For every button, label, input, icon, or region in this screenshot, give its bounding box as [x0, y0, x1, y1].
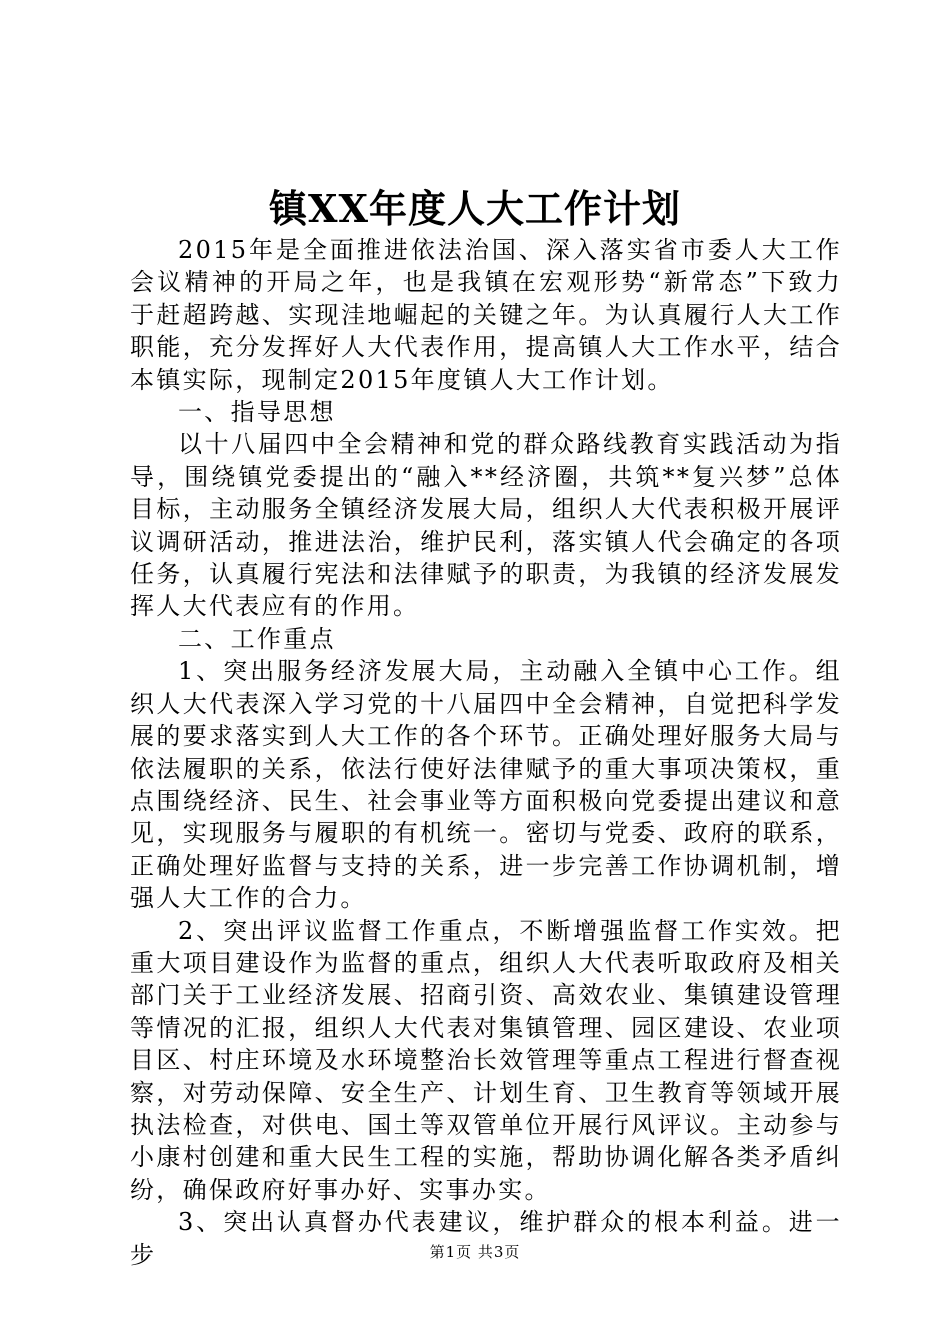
work-focus-item-3: 3、突出认真督办代表建议，维护群众的根本利益。进一步 — [130, 1208, 842, 1269]
intro-paragraph: 2015年是全面推进依法治国、深入落实省市委人大工作会议精神的开局之年，也是我镇在宏观形势“新常态”下致力于赶超跨越、实现洼地崛起的关键之年。为认真履行人大工作职能，充分发挥好人大代表作用，提高镇人大工作水平，结合本镇实际，现制定2015年度镇人大工作计划。 — [130, 236, 842, 394]
work-focus-item-1: 1、突出服务经济发展大局，主动融入全镇中心工作。组织人大代表深入学习党的十八届四中全会精神，自觉把科学发展的要求落实到人大工作的各个环节。正确处理好服务大局与依法履职的关系，依法行使好法律赋予的重大事项决策权，重点围绕经济、民生、社会事业等方面积极向党委提出建议和意见，实现服务与履职的有机统一。密切与党委、政府的联系，正确处理好监督与支持的关系，进一步完善工作协调机制，增强人大工作的合力。 — [130, 657, 842, 913]
section-heading-work-focus: 二、工作重点 — [178, 624, 336, 653]
work-focus-item-2: 2、突出评议监督工作重点，不断增强监督工作实效。把重大项目建设作为监督的重点，组织人大代表听取政府及相关部门关于工业经济发展、招商引资、高效农业、集镇建设管理等情况的汇报，组织人大代表对集镇管理、园区建设、农业项目区、村庄环境及水环境整治长效管理等重点工程进行督查视察，对劳动保障、安全生产、计划生育、卫生教育等领域开展执法检查，对供电、国土等双管单位开展行风评议。主动参与小康村创建和重大民生工程的实施，帮助协调化解各类矛盾纠纷，确保政府好事办好、实事办实。 — [130, 916, 842, 1204]
document-title: 镇XX年度人大工作计划 — [269, 186, 681, 231]
guiding-thought-paragraph: 以十八届四中全会精神和党的群众路线教育实践活动为指导，围绕镇党委提出的“融入**经济圈，共筑**复兴梦”总体目标，主动服务全镇经济发展大局，组织人大代表积极开展评议调研活动，推进法治，维护民利，落实镇人代会确定的各项任务，认真履行宪法和法律赋予的职责，为我镇的经济发展发挥人大代表应有的作用。 — [130, 430, 842, 621]
section-heading-guiding-thought: 一、指导思想 — [178, 398, 336, 427]
document-body — [130, 234, 842, 1271]
page-number-footer: 第1页 共3页 — [429, 1243, 521, 1261]
